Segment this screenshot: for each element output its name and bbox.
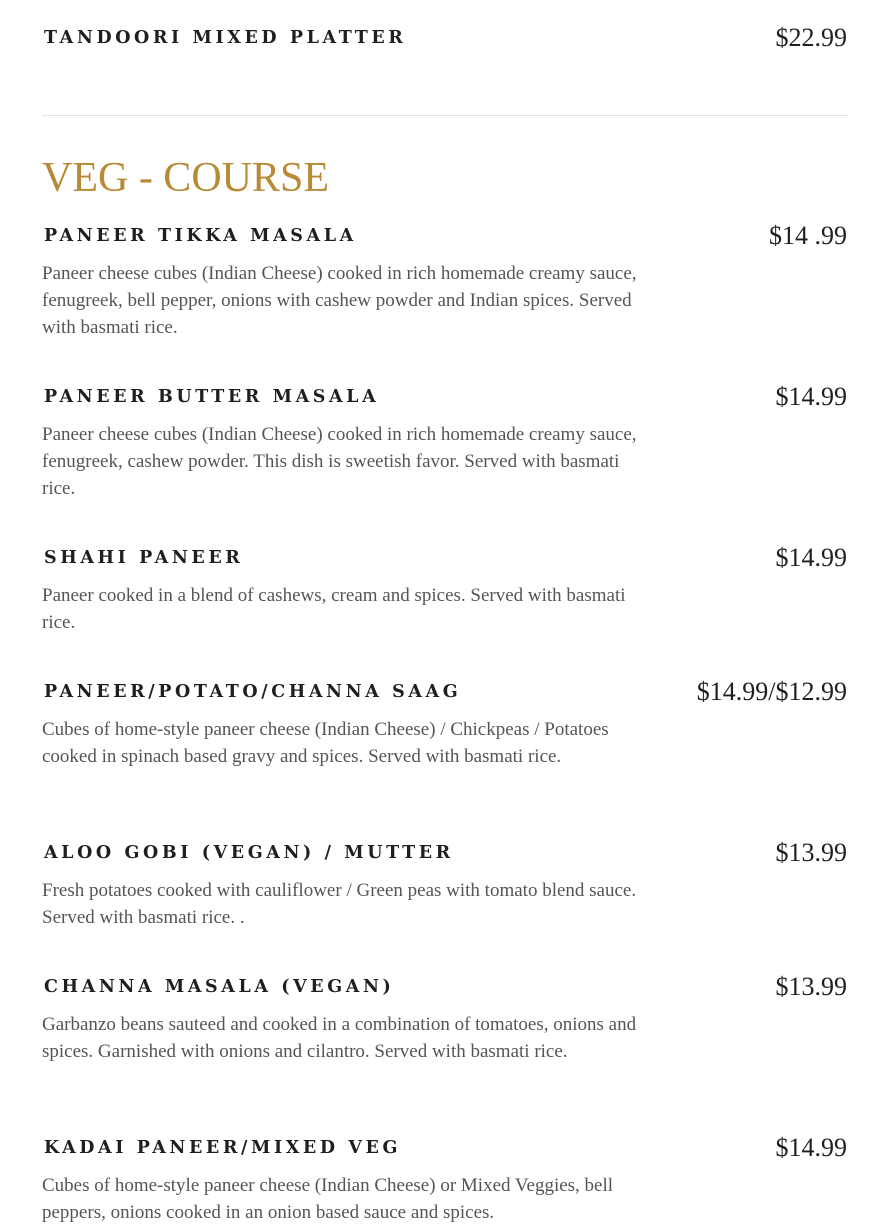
item-description: Paneer cheese cubes (Indian Cheese) cooked in rich homemade creamy sauce, fenugreek, cashew powder. This dish is sweetish favor. Served with basmati rice. — [42, 424, 637, 499]
item-price: $14.99/$12.99 — [696, 677, 847, 706]
item-price: $13.99 — [775, 838, 847, 867]
item-name: PANEER TIKKA MASALA — [44, 226, 357, 246]
item-price: $14.99 — [775, 543, 847, 572]
item-description: Paneer cheese cubes (Indian Cheese) cooked in rich homemade creamy sauce, fenugreek, bell pepper, onions with cashew powder and Indian spices. Served with basmati rice. — [42, 263, 637, 338]
item-price: $14 .99 — [769, 221, 847, 250]
item-name: TANDOORI MIXED PLATTER — [44, 28, 407, 48]
item-description: Cubes of home-style paneer cheese (Indian Cheese) or Mixed Veggies, bell peppers, onions cooked in an onion based sauce and spices. — [42, 1175, 614, 1223]
item-price: $14.99 — [775, 1133, 847, 1162]
item-name: ALOO GOBI (VEGAN) / MUTTER — [44, 843, 454, 863]
section-title: VEG - COURSE — [42, 155, 330, 201]
item-price: $13.99 — [775, 972, 847, 1001]
item-description: Garbanzo beans sauteed and cooked in a combination of tomatoes, onions and spices. Garnished with onions and cilantro. Served with basmati rice. — [42, 1014, 637, 1062]
item-name: SHAHI PANEER — [44, 548, 244, 568]
item-description: Paneer cooked in a blend of cashews, cream and spices. Served with basmati rice. — [42, 585, 626, 633]
section-divider — [42, 115, 848, 116]
item-name: PANEER/POTATO/CHANNA SAAG — [44, 682, 462, 702]
item-price: $14.99 — [775, 382, 847, 411]
item-name: KADAI PANEER/MIXED VEG — [44, 1138, 401, 1158]
item-description: Cubes of home-style paneer cheese (Indian Cheese) / Chickpeas / Potatoes cooked in spinach based gravy and spices. Served with basmati rice. — [42, 719, 609, 767]
item-name: PANEER BUTTER MASALA — [44, 387, 380, 407]
item-price: $22.99 — [775, 23, 847, 52]
item-name: CHANNA MASALA (VEGAN) — [44, 977, 395, 997]
item-description: Fresh potatoes cooked with cauliflower / Green peas with tomato blend sauce. Served with basmati rice. . — [42, 880, 637, 928]
